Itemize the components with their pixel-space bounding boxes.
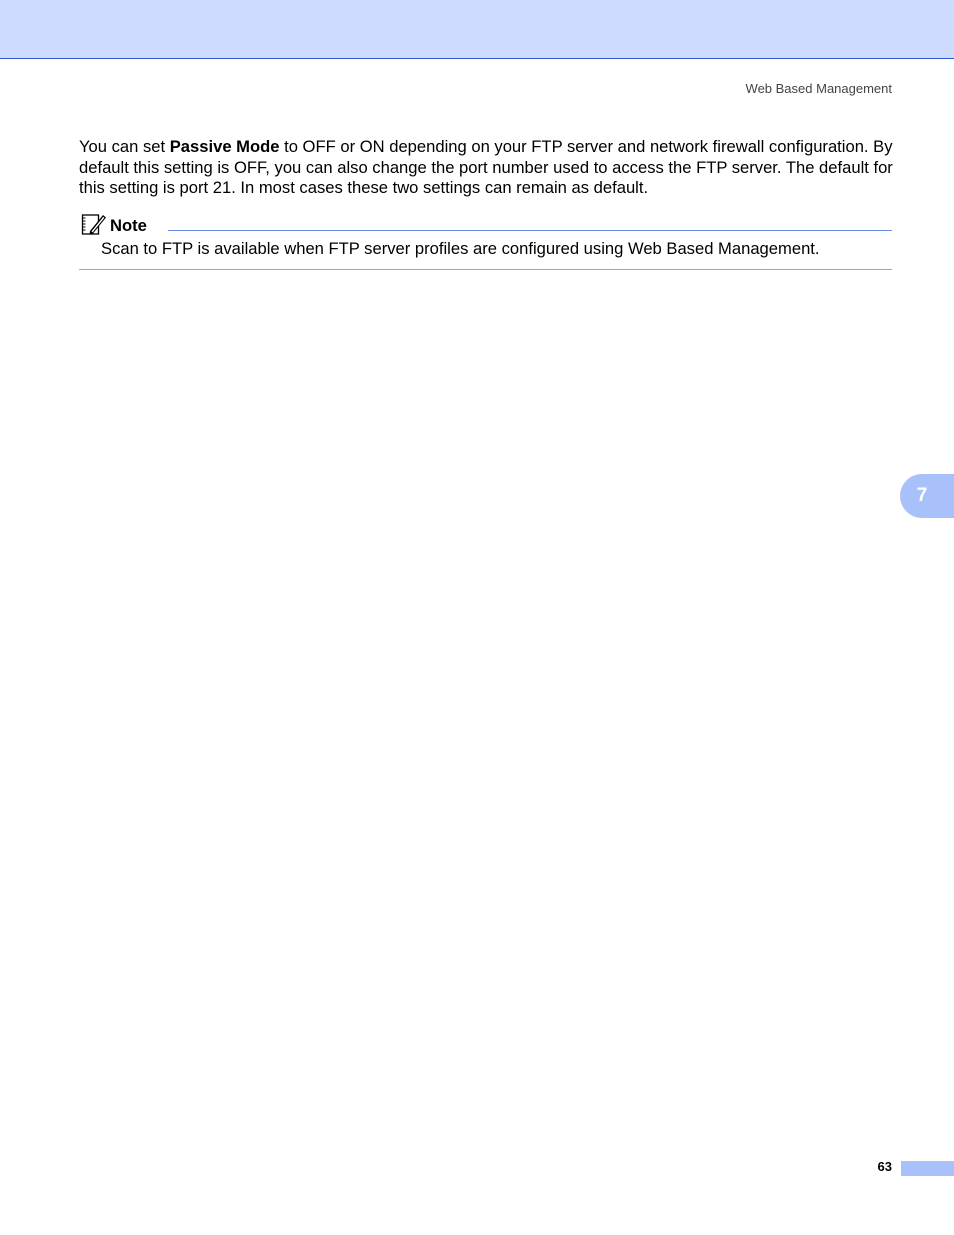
body-text-start: You can set [79,137,170,156]
body-text-end: to OFF or ON depending on your FTP server and network firewall configuration. By default this setting is OFF, you can also change the port number used to access the FTP server. The default for this setting is port 21. In most cases these two settings can remain as default. [79,137,893,197]
page-number-bar [901,1161,954,1176]
note-pencil-icon [81,212,107,236]
note-title: Note [110,216,147,235]
chapter-tab [900,474,954,518]
note-text: Scan to FTP is available when FTP server profiles are configured using Web Based Management. [101,239,820,258]
running-header: Web Based Management [745,81,892,96]
body-paragraph [79,137,899,199]
passive-mode-term: Passive Mode [169,137,280,156]
page-number: 63 [877,1159,892,1174]
header-band [0,0,954,59]
note-bottom-divider [79,269,892,270]
note-header [81,211,147,237]
chapter-number: 7 [916,485,928,506]
note-top-divider [168,230,892,231]
